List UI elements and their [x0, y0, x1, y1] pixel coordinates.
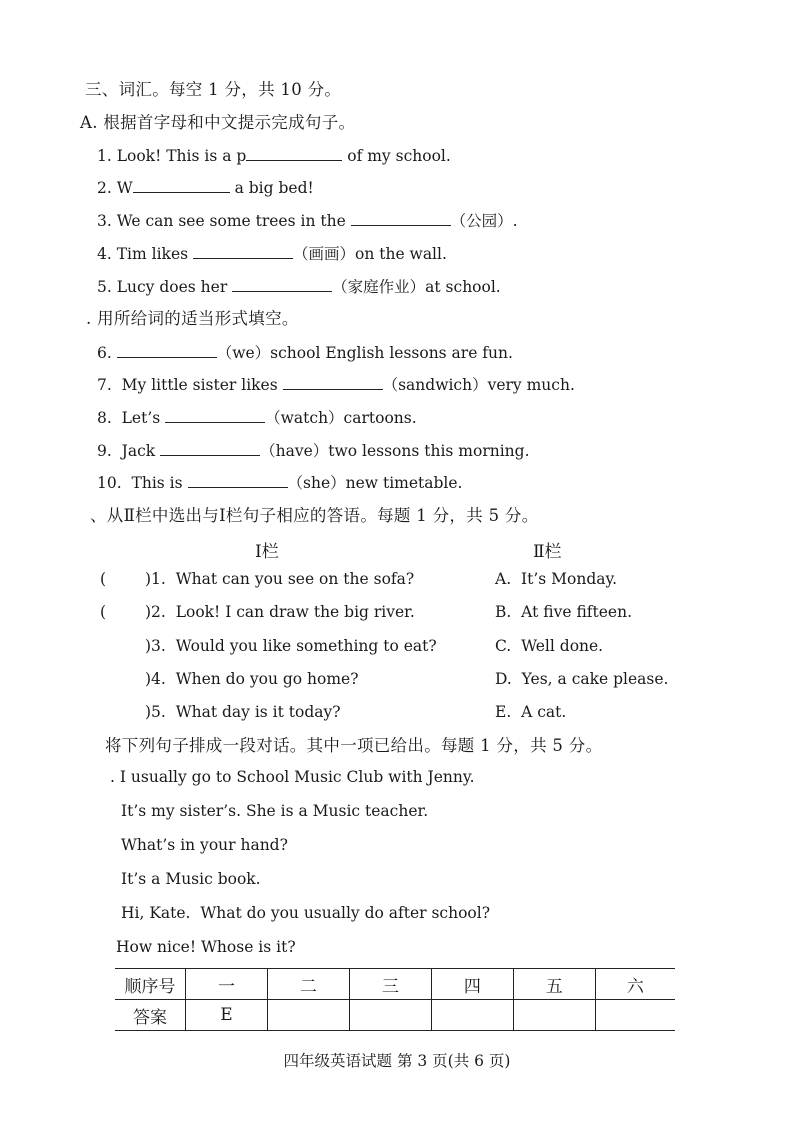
answer-cell[interactable]: [513, 1000, 595, 1031]
dialogue-sentence-b: It’s my sister’s. She is a Music teacher.: [121, 802, 429, 820]
item-text: 3. We can see some trees in the: [97, 212, 351, 230]
column-1-header: Ⅰ栏: [255, 542, 279, 562]
answer-cell[interactable]: [431, 1000, 513, 1031]
item-text: 2. W: [97, 179, 133, 197]
form-item-10: [97, 472, 462, 493]
answer-blank[interactable]: [165, 407, 265, 423]
vocab-item-4: [97, 243, 447, 264]
vocab-item-2: [97, 177, 314, 198]
answer-blank[interactable]: [117, 342, 217, 358]
table-row: [115, 1000, 675, 1031]
form-item-6: [97, 342, 513, 363]
part-a-title: A. 根据首字母和中文提示完成句子。: [80, 113, 356, 132]
match-question-1: )1. What can you see on the sofa?: [145, 570, 415, 588]
item-text: of my school.: [342, 147, 451, 165]
item-text: （we）school English lessons are fun.: [216, 344, 513, 362]
match-answer-d: D. Yes, a cake please.: [495, 670, 669, 688]
match-bracket[interactable]: (: [100, 603, 107, 621]
item-text: 6.: [97, 344, 117, 362]
form-item-7: [97, 374, 575, 395]
answer-blank[interactable]: [188, 472, 288, 488]
table-row: [115, 969, 675, 1000]
match-answer-a: A. It’s Monday.: [495, 570, 618, 588]
vocab-item-3: [97, 210, 518, 231]
item-text: （sandwich）very much.: [382, 376, 575, 394]
order-number-cell: 五: [513, 969, 595, 1000]
item-text: （画画）on the wall.: [293, 245, 447, 263]
answer-cell[interactable]: E: [186, 1000, 268, 1031]
item-text: 9. Jack: [97, 442, 161, 460]
item-text: 5. Lucy does her: [97, 278, 233, 296]
dialogue-sentence-c: What’s in your hand?: [121, 836, 288, 854]
answer-blank[interactable]: [133, 177, 230, 193]
item-text: （家庭作业）at school.: [332, 278, 501, 296]
dialogue-sentence-a: . I usually go to School Music Club with Jenny.: [110, 768, 475, 786]
item-text: 1. Look! This is a p: [97, 147, 247, 165]
column-2-header: Ⅱ栏: [533, 542, 562, 562]
match-answer-e: E. A cat.: [495, 703, 567, 721]
matching-section-title: 、从Ⅱ栏中选出与Ⅰ栏句子相应的答语。每题 1 分，共 5 分。: [90, 506, 539, 525]
match-answer-c: C. Well done.: [495, 637, 604, 655]
item-text: 8. Let’s: [97, 409, 166, 427]
answer-cell[interactable]: [267, 1000, 349, 1031]
item-text: a big bed!: [229, 179, 314, 197]
ordering-section-title: 将下列句子排成一段对话。其中一项已给出。每题 1 分，共 5 分。: [105, 736, 603, 755]
answer-blank[interactable]: [232, 276, 332, 292]
page-footer: 四年级英语试题 第 3 页(共 6 页): [283, 1052, 511, 1070]
answer-table: [115, 968, 675, 1031]
item-text: 7. My little sister likes: [97, 376, 283, 394]
match-question-5: )5. What day is it today?: [145, 703, 341, 721]
row-label: 答案: [115, 1000, 186, 1031]
order-number-cell: 二: [267, 969, 349, 1000]
item-text: （have）two lessons this morning.: [260, 442, 530, 460]
match-question-2: )2. Look! I can draw the big river.: [145, 603, 415, 621]
item-text: （公园）.: [450, 212, 518, 230]
item-text: 10. This is: [97, 474, 188, 492]
dialogue-sentence-f: How nice! Whose is it?: [116, 938, 296, 956]
section-3-title: 三、词汇。每空 1 分，共 10 分。: [85, 80, 342, 99]
answer-cell[interactable]: [349, 1000, 431, 1031]
order-number-cell: 六: [595, 969, 675, 1000]
answer-blank[interactable]: [193, 243, 293, 259]
answer-blank[interactable]: [351, 210, 451, 226]
vocab-item-1: [97, 145, 451, 166]
answer-cell[interactable]: [595, 1000, 675, 1031]
item-text: （watch）cartoons.: [265, 409, 417, 427]
form-item-9: [97, 440, 530, 461]
part-b-title: . 用所给词的适当形式填空。: [86, 309, 299, 328]
answer-blank[interactable]: [283, 374, 383, 390]
order-number-cell: 一: [186, 969, 268, 1000]
match-question-3: )3. Would you like something to eat?: [145, 637, 437, 655]
form-item-8: [97, 407, 417, 428]
vocab-item-5: [97, 276, 501, 297]
order-number-cell: 四: [431, 969, 513, 1000]
item-text: 4. Tim likes: [97, 245, 193, 263]
row-label: 顺序号: [115, 969, 186, 1000]
dialogue-sentence-e: Hi, Kate. What do you usually do after school?: [121, 904, 491, 922]
answer-blank[interactable]: [160, 440, 260, 456]
match-question-4: )4. When do you go home?: [145, 670, 359, 688]
order-number-cell: 三: [349, 969, 431, 1000]
item-text: （she）new timetable.: [287, 474, 463, 492]
match-bracket[interactable]: (: [100, 570, 107, 588]
match-answer-b: B. At five fifteen.: [495, 603, 633, 621]
dialogue-sentence-d: It’s a Music book.: [121, 870, 261, 888]
answer-blank[interactable]: [246, 145, 342, 161]
